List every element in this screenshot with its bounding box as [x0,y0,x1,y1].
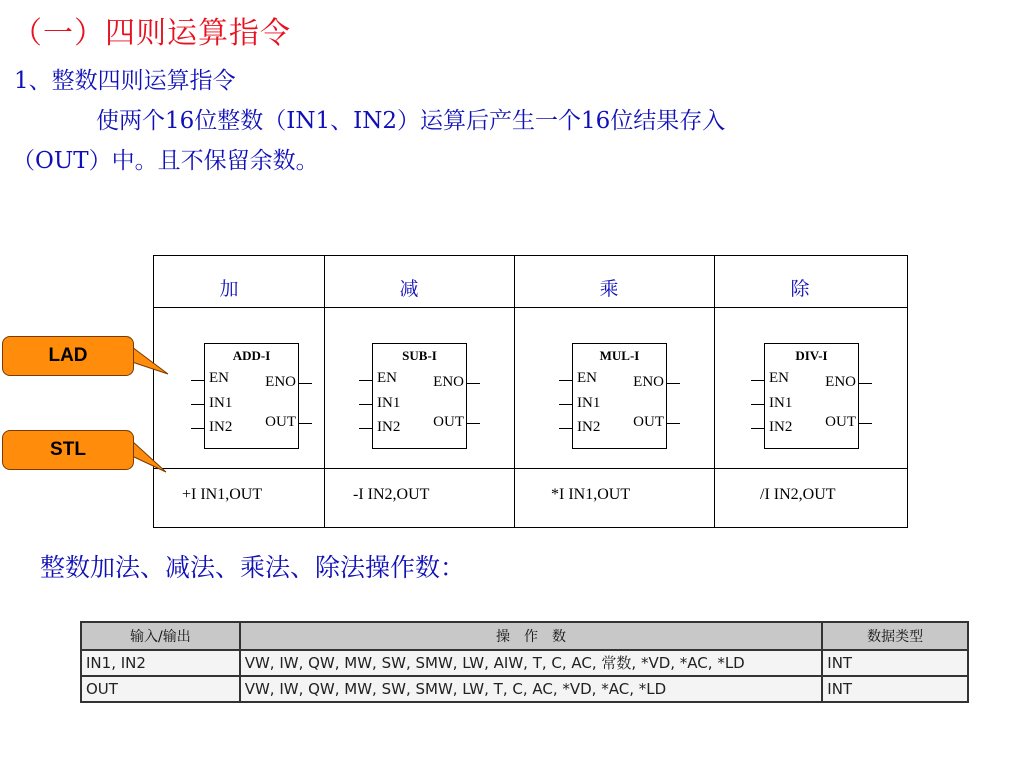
lad-pointer [132,347,168,374]
pin-out: OUT [433,414,464,430]
pin-in1: IN1 [769,395,793,411]
pin-eno: ENO [825,374,856,390]
pin-in1: IN1 [209,395,233,411]
stl-callout: STL [2,430,134,470]
column-header-sub: 减 [399,278,419,300]
pin-en: EN [209,370,229,386]
block-name: DIV-I [795,348,828,363]
block-name: ADD-I [232,348,271,363]
pin-eno: ENO [265,374,296,390]
pin-en: EN [377,370,397,386]
slide-title: （一）四则运算指令 [12,16,291,51]
pin-en: EN [577,370,597,386]
pin-out: OUT [633,414,664,430]
stl-div: /I IN2,OUT [760,486,836,503]
operands-title: 整数加法、减法、乘法、除法操作数： [40,553,466,582]
lad-callout: LAD [2,336,134,376]
cell-operands: VW, IW, QW, MW, SW, SMW, LW, AIW, T, C, AC, 常数, *VD, *AC, *LD [240,650,823,676]
pin-out: OUT [825,414,856,430]
operand-table [80,621,969,703]
cell-type: INT [822,676,968,702]
stl-sub: -I IN2,OUT [353,486,430,503]
column-header-div: 除 [790,278,810,300]
pin-out: OUT [265,414,296,430]
pin-in2: IN2 [377,419,401,435]
cell-operands: VW, IW, QW, MW, SW, SMW, LW, T, C, AC, *VD, *AC, *LD [240,676,823,702]
block-name: SUB-I [402,348,437,363]
table-header-row [81,622,968,650]
pin-in2: IN2 [209,419,233,435]
pin-eno: ENO [433,374,464,390]
description-line-1: 使两个16位整数（IN1、IN2）运算后产生一个16位结果存入 [96,108,726,134]
section-subtitle: 1、整数四则运算指令 [14,68,236,94]
description-line-2: （OUT）中。且不保留余数。 [12,148,319,174]
stl-mul: *I IN1,OUT [551,486,631,503]
header-datatype: 数据类型 [822,622,968,650]
pin-in2: IN2 [577,419,601,435]
cell-type: INT [822,650,968,676]
table-row [81,676,968,702]
pin-in1: IN1 [577,395,601,411]
pin-in1: IN1 [377,395,401,411]
pin-en: EN [769,370,789,386]
header-io: 输入/输出 [81,622,240,650]
column-header-add: 加 [219,278,239,300]
pin-in2: IN2 [769,419,793,435]
block-name: MUL-I [599,348,640,363]
stl-pointer [132,441,166,472]
column-header-mul: 乘 [599,278,619,300]
header-operands: 操 作 数 [240,622,823,650]
cell-io: IN1, IN2 [81,650,240,676]
table-row [81,650,968,676]
cell-io: OUT [81,676,240,702]
stl-add: +I IN1,OUT [182,486,263,503]
pin-eno: ENO [633,374,664,390]
